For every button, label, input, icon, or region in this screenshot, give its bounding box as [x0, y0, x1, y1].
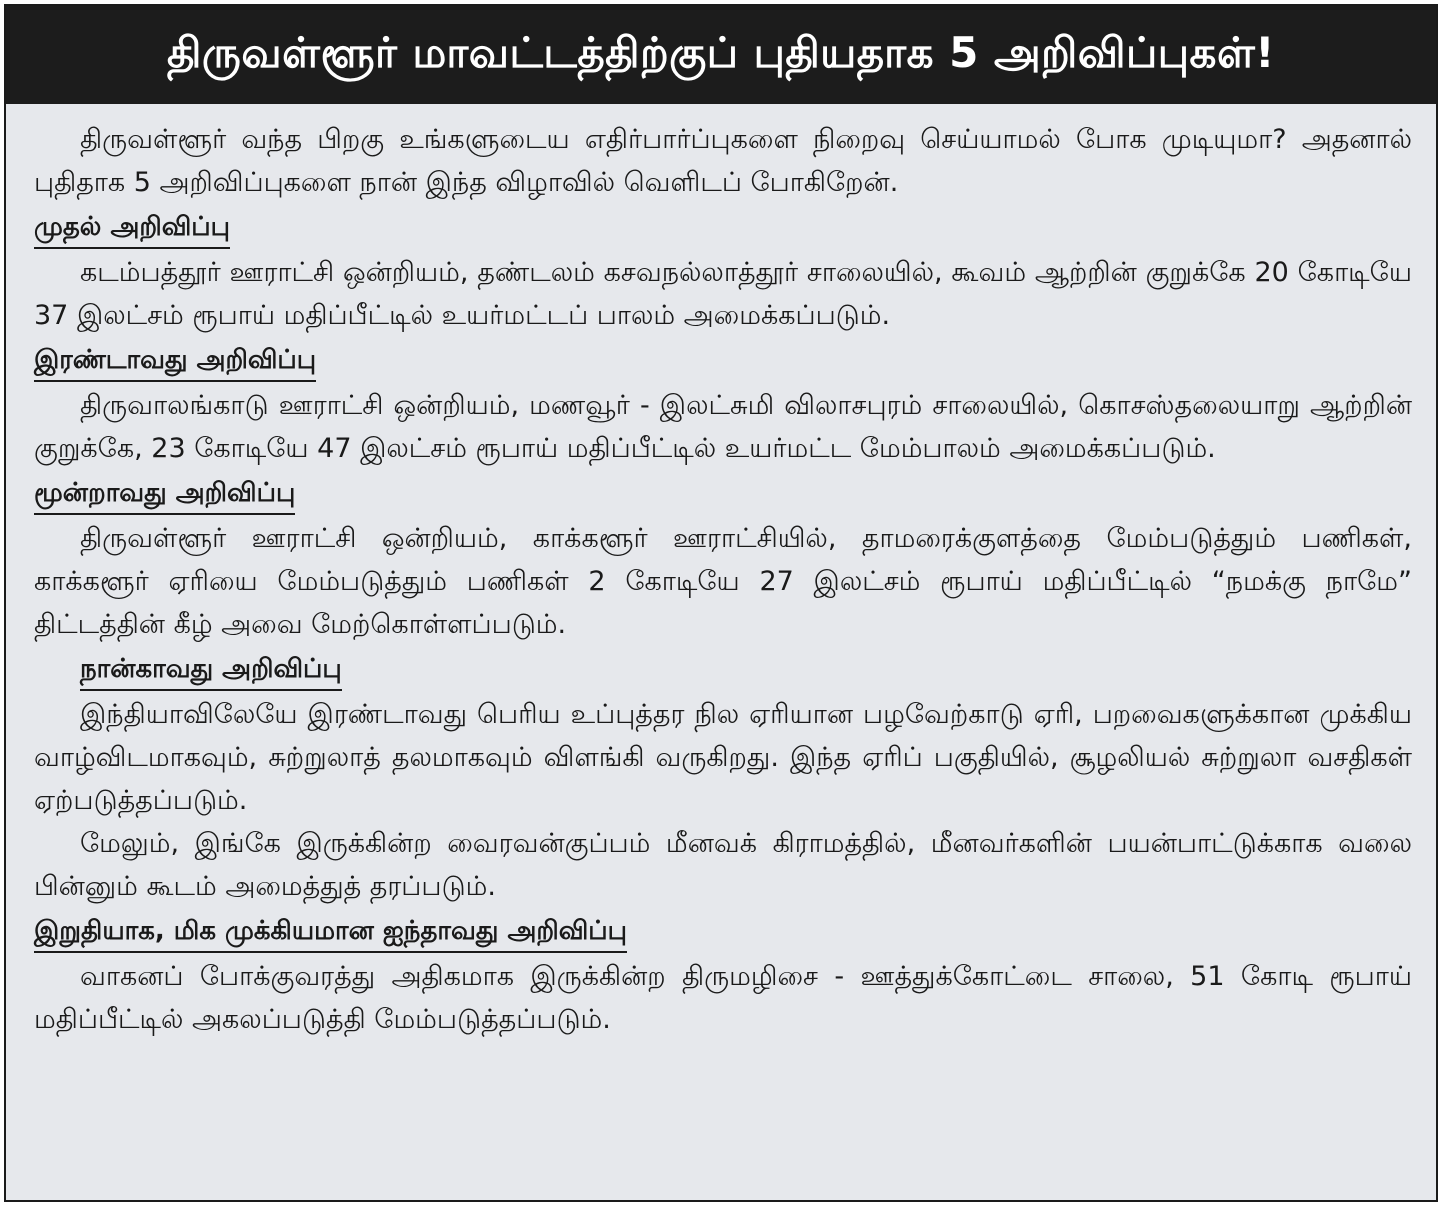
- section-4-paragraph-2: மேலும், இங்கே இருக்கின்ற வைரவன்குப்பம் மீனவக் கிராமத்தில், மீனவர்களின் பயன்பாட்டுக்காக வலை பின்னும் கூடம் அமைத்துத் தரப்படும்.: [34, 828, 1412, 902]
- section-2-paragraph: திருவாலங்காடு ஊராட்சி ஒன்றியம், மணவூர் - இலட்சுமி விலாசபுரம் சாலையில், கொசஸ்தலையாறு ஆற்றின் குறுக்கே, 23 கோடியே 47 இலட்சம் ரூபாய் மதிப்பீட்டில் உயர்மட்ட மேம்பாலம் அமைக்கப்படும்.: [34, 390, 1412, 464]
- page-title: திருவள்ளூர் மாவட்டத்திற்குப் புதியதாக 5 அறிவிப்புகள்!: [167, 27, 1275, 77]
- article-body: [34, 118, 1412, 1200]
- section-heading-5: இறுதியாக, மிக முக்கியமான ஐந்தாவது அறிவிப்பு: [34, 911, 627, 953]
- section-5-paragraph: வாகனப் போக்குவரத்து அதிகமாக இருக்கின்ற திருமழிசை - ஊத்துக்கோட்டை சாலை, 51 கோடி ரூபாய் மதிப்பீட்டில் அகலப்படுத்தி மேம்படுத்தப்படும்.: [34, 961, 1412, 1035]
- section-heading-2: இரண்டாவது அறிவிப்பு: [34, 340, 316, 382]
- section-3-paragraph: திருவள்ளூர் ஊராட்சி ஒன்றியம், காக்களூர் ஊராட்சியில், தாமரைக்குளத்தை மேம்படுத்தும் பணிகள், காக்களூர் ஏரியை மேம்படுத்தும் பணிகள் 2 கோடியே 27 இலட்சம் ரூபாய் மதிப்பீட்டில் “நமக்கு நாமே” திட்டத்தின் கீழ் அவை மேற்கொள்ளப்படும்.: [34, 523, 1412, 640]
- section-1-paragraph: கடம்பத்தூர் ஊராட்சி ஒன்றியம், தண்டலம் கசவநல்லாத்தூர் சாலையில், கூவம் ஆற்றின் குறுக்கே 20 கோடியே 37 இலட்சம் ரூபாய் மதிப்பீட்டில் உயர்மட்டப் பாலம் அமைக்கப்படும்.: [34, 257, 1412, 331]
- section-heading-4: நான்காவது அறிவிப்பு: [80, 649, 342, 691]
- intro-paragraph: திருவள்ளூர் வந்த பிறகு உங்களுடைய எதிர்பார்ப்புகளை நிறைவு செய்யாமல் போக முடியுமா? அதனால் புதிதாக 5 அறிவிப்புகளை நான் இந்த விழாவில் வெளிடப் போகிறேன்.: [34, 124, 1412, 198]
- section-heading-1: முதல் அறிவிப்பு: [34, 207, 230, 249]
- notice-box: [4, 4, 1438, 1202]
- title-bar: [6, 6, 1436, 104]
- section-4-paragraph-1: இந்தியாவிலேயே இரண்டாவது பெரிய உப்புத்தர நில ஏரியான பழவேற்காடு ஏரி, பறவைகளுக்கான முக்கிய வாழ்விடமாகவும், சுற்றுலாத் தலமாகவும் விளங்கி வருகிறது. இந்த ஏரிப் பகுதியில், சூழலியல் சுற்றுலா வசதிகள் ஏற்படுத்தப்படும்.: [34, 699, 1412, 816]
- section-heading-3: மூன்றாவது அறிவிப்பு: [34, 473, 295, 515]
